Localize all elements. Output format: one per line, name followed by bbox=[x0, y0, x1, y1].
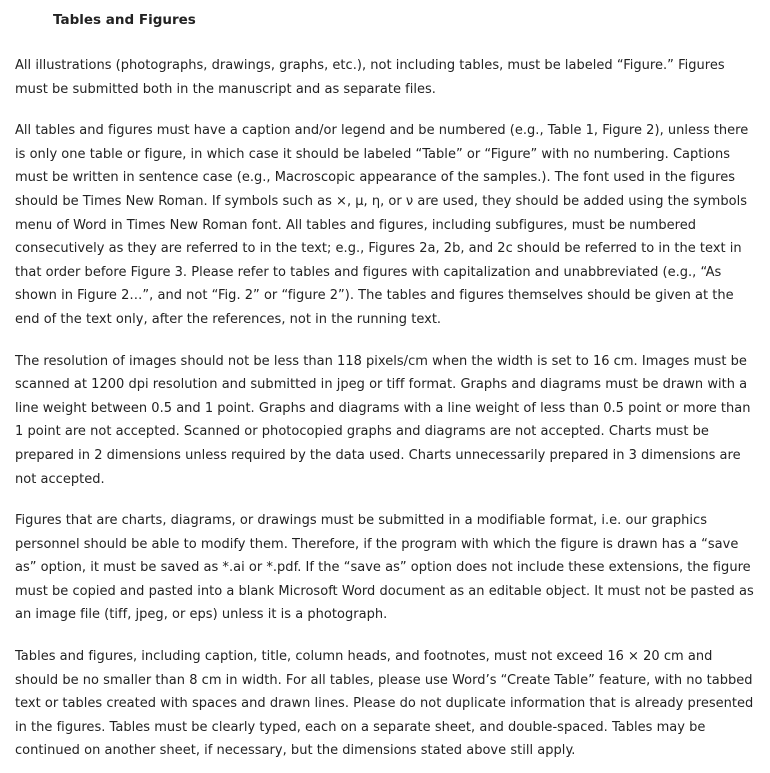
section-heading: Tables and Figures bbox=[53, 12, 196, 28]
paragraph-captions-numbering: All tables and figures must have a caption and/or legend and be numbered (e.g., Table 1, Figure 2), unless there is only one table or figure, in which case it should be labeled “Table” or “Figure” with no numbering. Captions must be written in sentence case (e.g., Macroscopic appearance of the samples.). The font used in the figures should be Times New Roman. If symbols such as ×, µ, η, or ν are used, they should be added using the symbols menu of Word in Times New Roman font. All tables and figures, including subfigures, must be numbered consecutively as they are referred to in the text; e.g., Figures 2a, 2b, and 2c should be referred to in the text in that order before Figure 3. Please refer to tables and figures with capitalization and unabbreviated (e.g., “As shown in Figure 2…”, and not “Fig. 2” or “figure 2”). The tables and figures themselves should be given at the end of the text only, after the references, not in the running text. bbox=[15, 123, 749, 327]
paragraph-modifiable-format: Figures that are charts, diagrams, or drawings must be submitted in a modifiable format, i.e. our graphics personnel should be able to modify them. Therefore, if the program with which the figure is drawn has a “save as” option, it must be saved as *.ai or *.pdf. If the “save as” option does not include these extensions, the figure must be copied and pasted into a blank Microsoft Word document as an editable object. It must not be pasted as an image file (tiff, jpeg, or eps) unless it is a photograph. bbox=[15, 513, 754, 623]
paragraph-image-resolution: The resolution of images should not be less than 118 pixels/cm when the width is set to 16 cm. Images must be scanned at 1200 dpi resolution and submitted in jpeg or tiff format. Graphs and diagrams must be drawn with a line weight between 0.5 and 1 point. Graphs and diagrams with a line weight of less than 0.5 point or more than 1 point are not accepted. Scanned or photocopied graphs and diagrams are not accepted. Charts must be prepared in 2 dimensions unless required by the data used. Charts unnecessarily prepared in 3 dimensions are not accepted. bbox=[15, 353, 751, 487]
paragraph-figure-labeling: All illustrations (photographs, drawings, graphs, etc.), not including tables, must be labeled “Figure.” Figures must be submitted both in the manuscript and as separate files. bbox=[15, 58, 725, 97]
paragraph-table-dimensions: Tables and figures, including caption, title, column heads, and footnotes, must not exceed 16 × 20 cm and should be no smaller than 8 cm in width. For all tables, please use Word’s “Create Table” feature, with no tabbed text or tables created with spaces and drawn lines. Please do not duplicate information that is already presented in the figures. Tables must be clearly typed, each on a separate sheet, and double-spaced. Tables may be continued on another sheet, if necessary, but the dimensions stated above still apply. bbox=[15, 649, 754, 759]
